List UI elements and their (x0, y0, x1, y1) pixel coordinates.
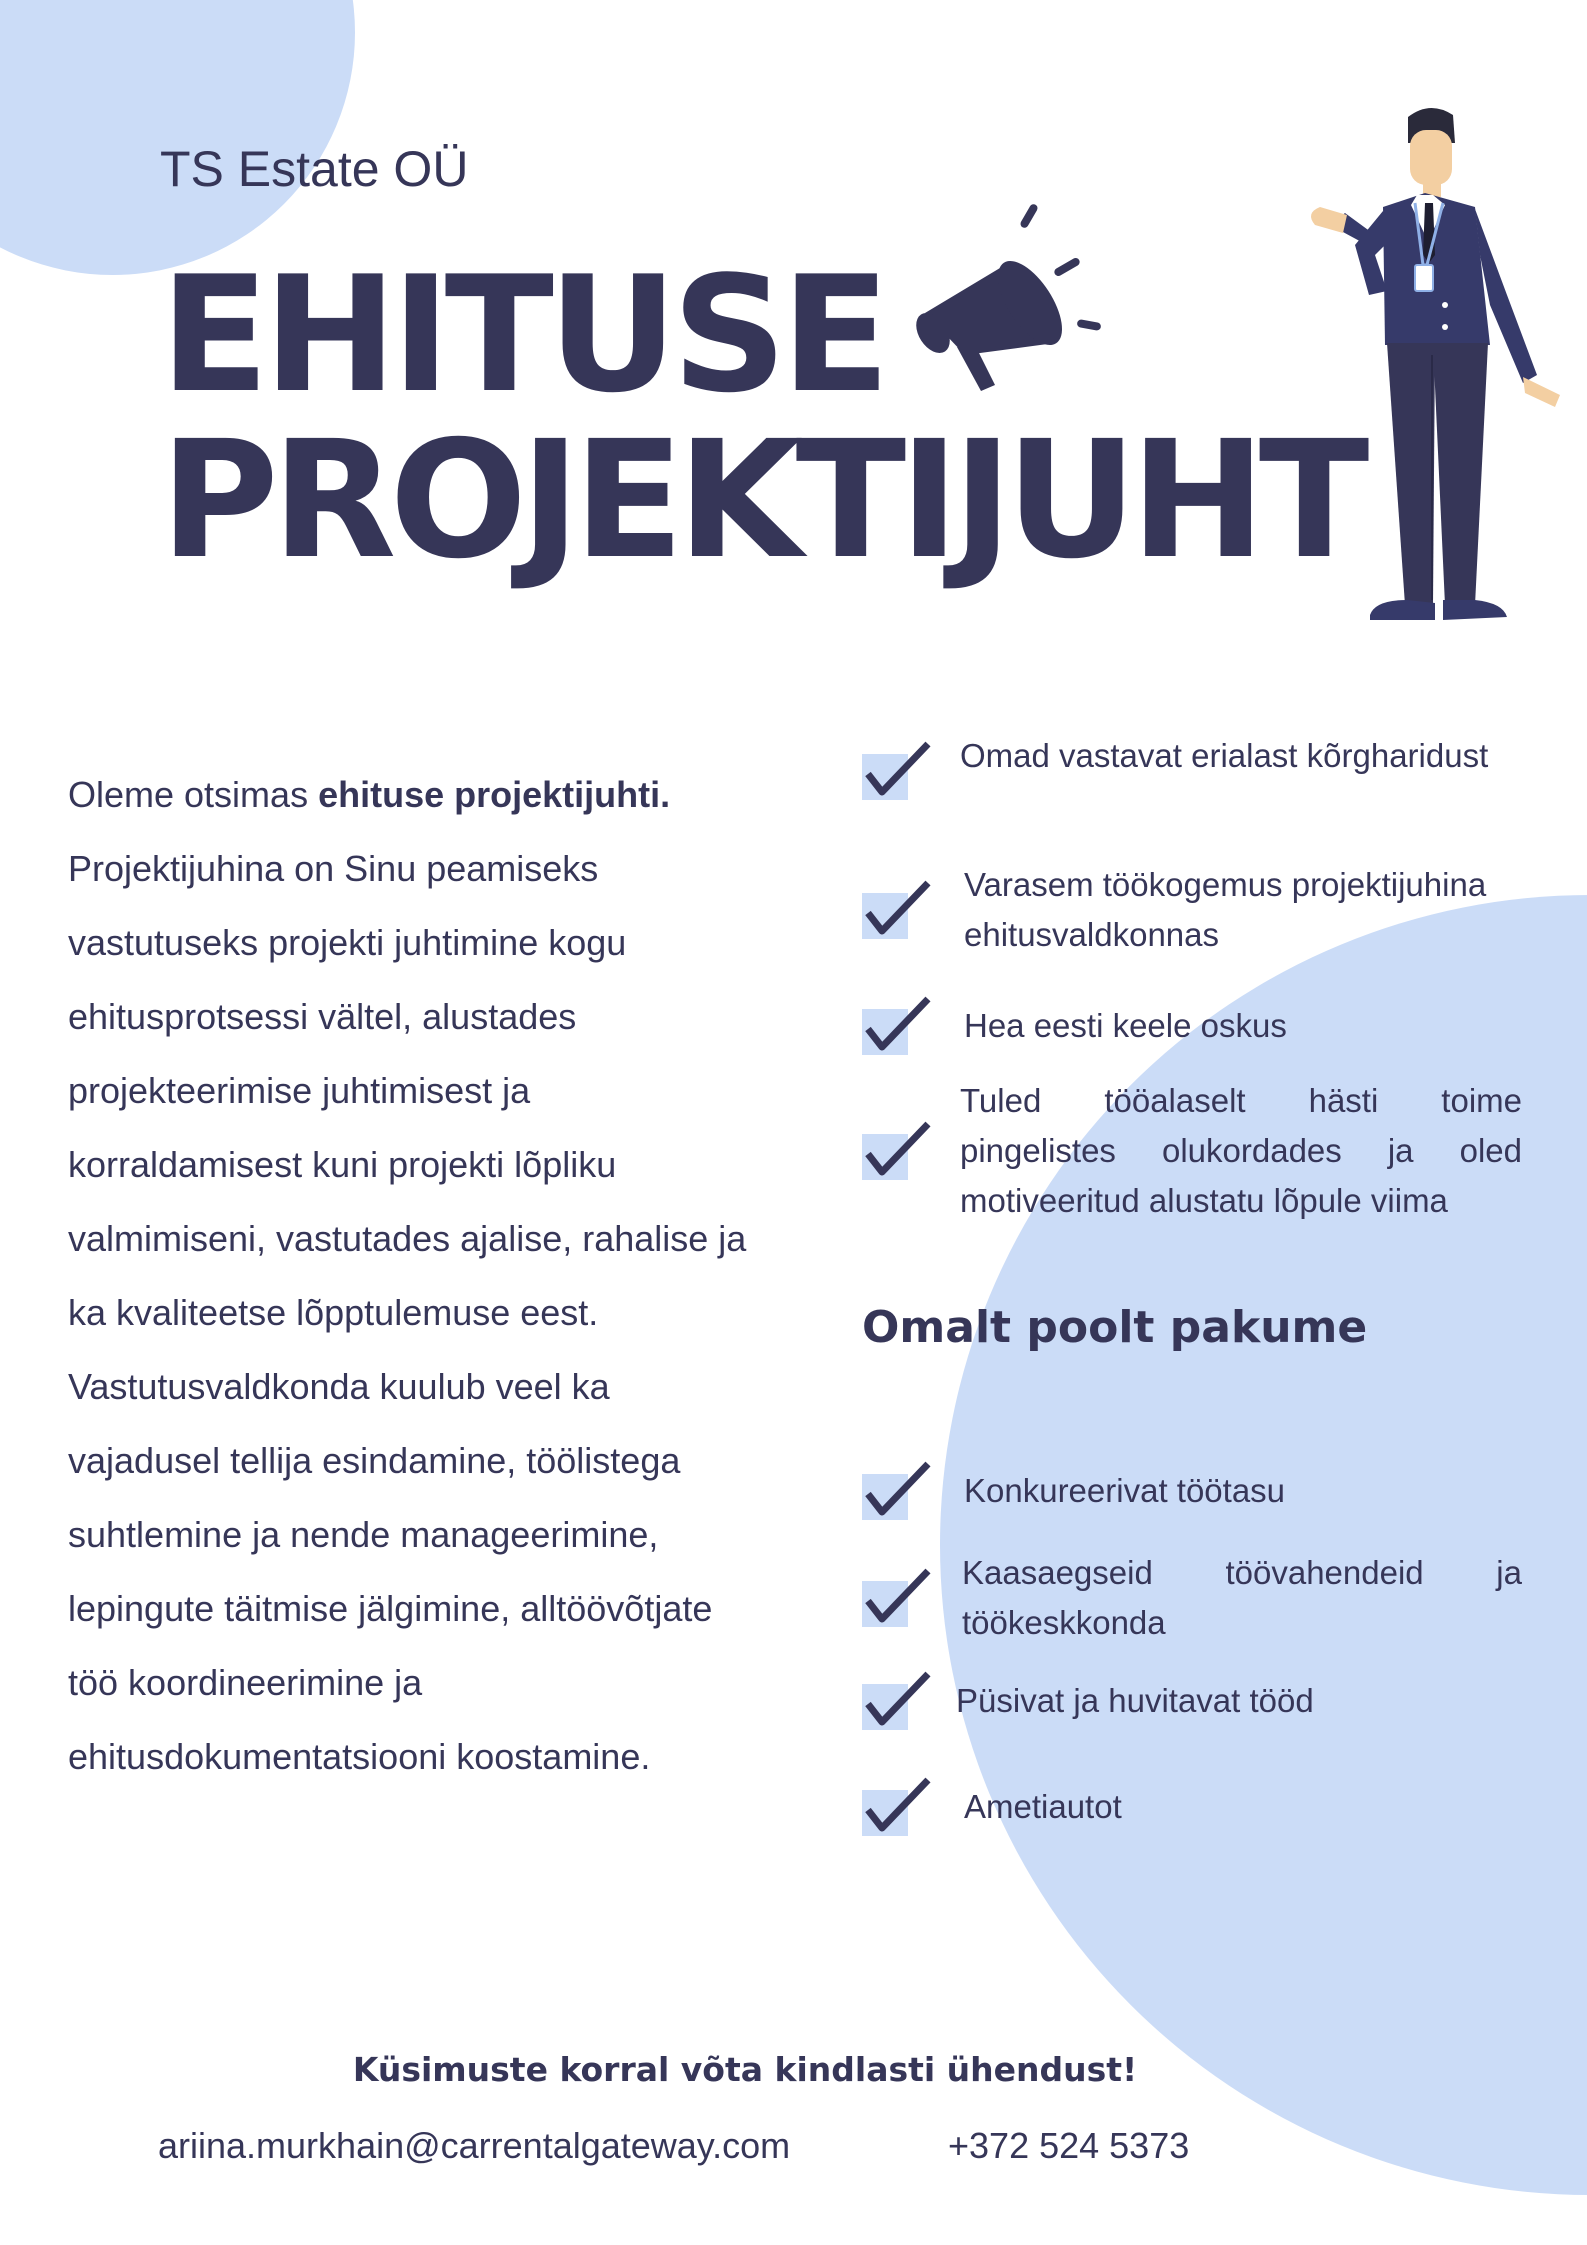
contact-email[interactable]: ariina.murkhain@carrentalgateway.com (158, 2125, 791, 2166)
intro-paragraph (68, 758, 808, 1794)
requirement-text: Hea eesti keele oskus (964, 1007, 1287, 1044)
contact-heading: Küsimuste korral võta kindlasti ühendust! (352, 2050, 1138, 2089)
requirement-text: pingelistes olukordades ja oled (960, 1132, 1522, 1169)
megaphone-icon (895, 195, 1120, 410)
checkmark-icon (862, 1460, 934, 1522)
requirement-item (862, 995, 1522, 1057)
requirement-text: ehitusvaldkonnas (964, 916, 1220, 953)
decor-circle-top-left (0, 0, 355, 275)
checkmark-icon (862, 995, 934, 1057)
offer-item (862, 1776, 1522, 1838)
intro-line-0: Oleme otsimas ehituse projektijuhti. (68, 774, 671, 815)
checkmark-icon (862, 1120, 934, 1182)
title-line-2: PROJEKTIJUHT (160, 407, 1363, 595)
requirement-text: Tuled tööalaselt hästi toime (960, 1082, 1522, 1119)
intro-line: korraldamisest kuni projekti lõpliku (68, 1144, 617, 1185)
checkmark-icon (862, 1567, 934, 1629)
requirement-item (862, 1076, 1522, 1226)
intro-line: projekteerimise juhtimisest ja (68, 1070, 531, 1111)
offer-text: Konkureerivat töötasu (964, 1472, 1286, 1509)
offer-text: töökeskkonda (962, 1604, 1166, 1641)
intro-line: vajadusel tellija esindamine, töölistega (68, 1440, 681, 1481)
intro-line: valmimiseni, vastutades ajalise, rahalise ja (68, 1218, 747, 1259)
offer-item (862, 1670, 1522, 1732)
intro-line: lepingute täitmise jälgimine, alltöövõtjate (68, 1588, 713, 1629)
intro-line: suhtlemine ja nende manageerimine, (68, 1514, 659, 1555)
requirement-item (862, 860, 1522, 960)
checkmark-icon (862, 740, 934, 802)
requirement-text: Omad vastavat erialast kõrgharidust (960, 737, 1489, 774)
contact-phone[interactable]: +372 524 5373 (948, 2125, 1190, 2166)
company-name: TS Estate OÜ (160, 141, 469, 197)
offer-text: Püsivat ja huvitavat tööd (956, 1682, 1314, 1719)
intro-line: vastutuseks projekti juhtimine kogu (68, 922, 627, 963)
intro-line: Vastutusvaldkonda kuulub veel ka (68, 1366, 610, 1407)
offer-heading: Omalt poolt pakume (862, 1302, 1368, 1353)
requirement-text: motiveeritud alustatu lõpule viima (960, 1182, 1448, 1219)
intro-line: ka kvaliteetse lõpptulemuse eest. (68, 1292, 599, 1333)
requirement-text: Varasem töökogemus projektijuhina (964, 866, 1487, 903)
offer-text: Ametiautot (964, 1788, 1122, 1825)
intro-line: ehitusdokumentatsiooni koostamine. (68, 1736, 651, 1777)
offer-item (862, 1460, 1522, 1522)
checkmark-icon (862, 879, 934, 941)
offer-item (862, 1548, 1522, 1648)
offer-text: Kaasaegseid töövahendeid ja (962, 1554, 1522, 1591)
checkmark-icon (862, 1670, 934, 1732)
intro-lead-bold: ehituse projektijuhti. (318, 774, 671, 815)
intro-line: ehitusprotsessi vältel, alustades (68, 996, 577, 1037)
requirement-item (862, 737, 1522, 802)
title-line-1: EHITUSE (160, 241, 885, 428)
intro-line: töö koordineerimine ja (68, 1662, 423, 1703)
businessman-illustration (1275, 95, 1575, 655)
intro-line: Projektijuhina on Sinu peamiseks (68, 848, 599, 889)
checkmark-icon (862, 1776, 934, 1838)
